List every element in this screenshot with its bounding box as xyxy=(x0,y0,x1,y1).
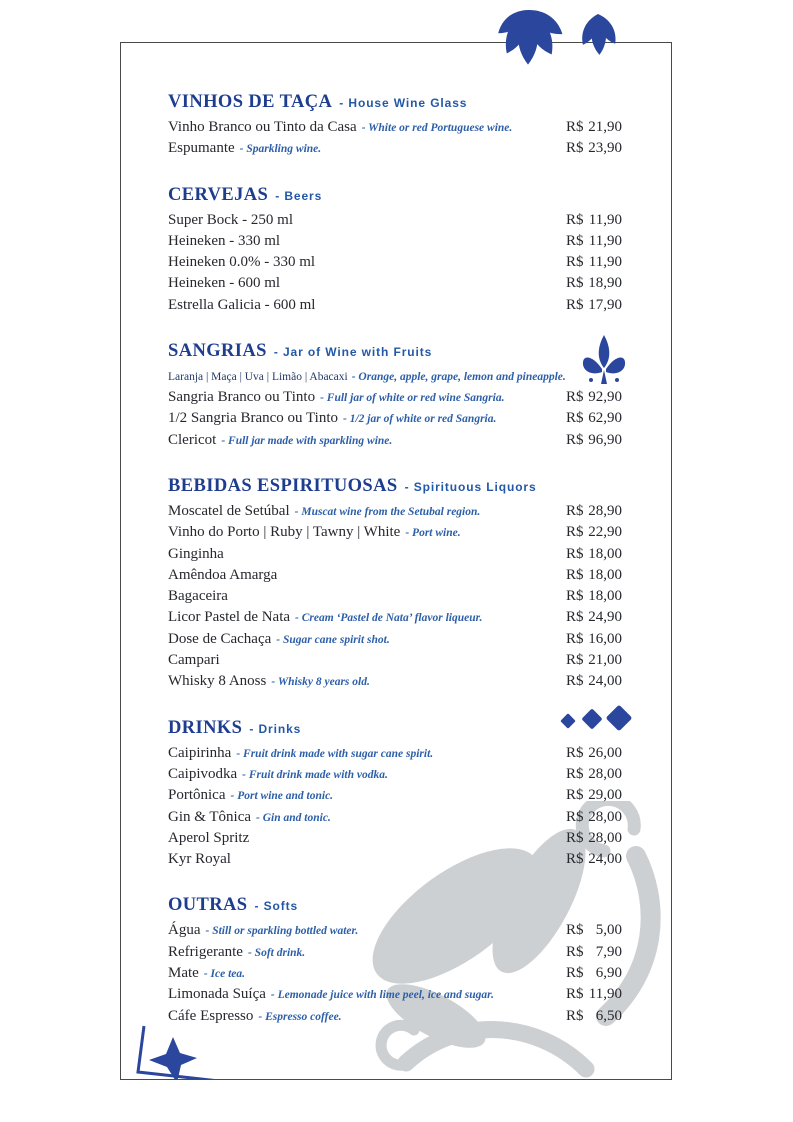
item-price xyxy=(566,673,622,690)
item-price xyxy=(566,944,622,961)
item-price xyxy=(566,275,622,292)
price-currency: R$ xyxy=(566,1007,584,1024)
price-amount: 24,90 xyxy=(588,609,622,626)
menu-section-outras xyxy=(168,892,622,1027)
item-name: Campari xyxy=(168,652,220,669)
item-name: Água xyxy=(168,922,201,939)
menu-item-row xyxy=(168,409,622,430)
menu-item-row xyxy=(168,388,622,409)
item-name: Bagaceira xyxy=(168,588,228,605)
item-description: - Full jar of white or red wine Sangria. xyxy=(320,392,505,405)
item-name: Whisky 8 Anoss xyxy=(168,673,267,690)
price-currency: R$ xyxy=(566,566,584,583)
item-price xyxy=(566,546,622,563)
menu-item-row xyxy=(168,829,622,850)
section-items xyxy=(168,502,622,694)
menu-section-sangrias xyxy=(168,338,622,452)
item-description: - Fruit drink made with vodka. xyxy=(242,768,388,781)
section-note xyxy=(168,367,622,386)
price-currency: R$ xyxy=(566,943,584,960)
splash-flower-icon xyxy=(582,334,626,388)
item-name: 1/2 Sangria Branco ou Tinto xyxy=(168,410,339,427)
price-amount: 18,00 xyxy=(588,545,622,562)
price-amount: 28,00 xyxy=(588,765,622,782)
item-price xyxy=(566,986,622,1003)
tropical-leaves-icon xyxy=(466,8,638,112)
item-price xyxy=(566,830,622,847)
section-subtitle: - Jar of Wine with Fruits xyxy=(273,345,433,360)
item-description: - Whisky 8 years old. xyxy=(271,676,370,689)
section-title: CERVEJAS xyxy=(168,184,269,205)
menu-section-cervejas xyxy=(168,182,622,317)
item-description: - Gin and tonic. xyxy=(256,811,331,824)
menu-item-label xyxy=(168,587,566,605)
price-amount: 92,90 xyxy=(588,389,622,406)
item-price xyxy=(566,567,622,584)
section-items xyxy=(168,744,622,872)
menu-page xyxy=(120,42,672,1080)
menu-item-label xyxy=(168,964,566,982)
price-currency: R$ xyxy=(566,744,584,761)
section-title: VINHOS DE TAÇA xyxy=(168,92,333,112)
menu-item-label xyxy=(168,211,566,229)
section-header xyxy=(168,473,622,498)
item-description: - Ice tea. xyxy=(203,968,246,981)
price-currency: R$ xyxy=(566,232,584,249)
price-currency: R$ xyxy=(566,545,584,562)
price-amount: 7,90 xyxy=(595,943,622,960)
price-amount: 16,00 xyxy=(588,630,622,647)
section-note-pt: Laranja | Maça | Uva | Limão | Abacaxi xyxy=(168,371,348,384)
menu-item-row xyxy=(168,985,622,1006)
section-items xyxy=(168,921,622,1027)
item-name: Limonada Suíça xyxy=(168,986,266,1003)
section-items xyxy=(168,388,622,452)
price-currency: R$ xyxy=(566,673,584,690)
menu-item-row xyxy=(168,744,622,765)
price-currency: R$ xyxy=(566,765,584,782)
price-amount: 18,90 xyxy=(588,275,622,292)
price-amount: 11,90 xyxy=(588,211,622,228)
price-currency: R$ xyxy=(566,211,584,228)
item-name: Espumante xyxy=(168,140,235,157)
section-header xyxy=(168,182,622,207)
price-currency: R$ xyxy=(566,965,584,982)
price-currency: R$ xyxy=(566,808,584,825)
section-items xyxy=(168,118,622,161)
menu-item-row xyxy=(168,274,622,295)
section-header xyxy=(168,715,622,740)
menu-item-row xyxy=(168,630,622,651)
price-amount: 18,00 xyxy=(588,588,622,605)
menu-item-row xyxy=(168,765,622,786)
diamonds-icon xyxy=(556,701,634,735)
menu-item-label xyxy=(168,388,566,406)
price-currency: R$ xyxy=(566,119,584,135)
menu-item-row xyxy=(168,502,622,523)
item-description: - Port wine and tonic. xyxy=(230,790,334,803)
menu-item-label xyxy=(168,608,566,626)
section-note-en: - Orange, apple, grape, lemon and pineapple. xyxy=(351,371,566,384)
menu-item-row xyxy=(168,545,622,566)
item-price xyxy=(566,254,622,271)
section-subtitle: - Beers xyxy=(275,188,323,203)
item-description: - Port wine. xyxy=(405,527,461,540)
item-description: - White or red Portuguese wine. xyxy=(361,122,513,134)
price-amount: 24,00 xyxy=(588,851,622,868)
price-amount: 24,00 xyxy=(588,673,622,690)
price-currency: R$ xyxy=(566,588,584,605)
price-currency: R$ xyxy=(566,389,584,406)
item-price xyxy=(566,432,622,449)
item-name: Portônica xyxy=(168,787,226,804)
menu-item-label xyxy=(168,808,566,826)
menu-item-label xyxy=(168,786,566,804)
price-amount: 17,90 xyxy=(588,296,622,313)
item-name: Cáfe Espresso xyxy=(168,1007,254,1024)
price-currency: R$ xyxy=(566,652,584,669)
price-currency: R$ xyxy=(566,502,584,519)
menu-item-label xyxy=(168,630,566,648)
price-currency: R$ xyxy=(566,922,584,939)
price-currency: R$ xyxy=(566,609,584,626)
menu-item-label xyxy=(168,850,566,868)
price-currency: R$ xyxy=(566,524,584,541)
item-name: Clericot xyxy=(168,431,217,448)
price-amount: 21,00 xyxy=(588,652,622,669)
section-title: DRINKS xyxy=(168,717,243,738)
item-description: - Sparkling wine. xyxy=(239,143,322,156)
item-name: Caipivodka xyxy=(168,765,238,782)
menu-item-row xyxy=(168,139,622,160)
price-currency: R$ xyxy=(566,296,584,313)
menu-item-row xyxy=(168,431,622,452)
menu-item-row xyxy=(168,523,622,544)
item-name: Amêndoa Amarga xyxy=(168,566,278,583)
item-name: Estrella Galicia - 600 ml xyxy=(168,296,316,313)
price-currency: R$ xyxy=(566,787,584,804)
menu-item-label xyxy=(168,1007,566,1025)
menu-item-label xyxy=(168,566,566,584)
item-price xyxy=(566,1008,622,1025)
item-price xyxy=(566,922,622,939)
item-name: Caipirinha xyxy=(168,744,232,761)
item-price xyxy=(566,140,622,157)
price-currency: R$ xyxy=(566,986,584,1003)
price-amount: 11,90 xyxy=(588,254,622,271)
item-name: Dose de Cachaça xyxy=(168,630,272,647)
item-description: - Fruit drink made with sugar cane spirit. xyxy=(236,747,434,760)
menu-item-row xyxy=(168,651,622,672)
menu-item-label xyxy=(168,118,566,136)
item-description: - Soft drink. xyxy=(247,946,306,959)
price-amount: 6,90 xyxy=(595,965,622,982)
section-header xyxy=(168,892,622,917)
item-description: - Still or sparkling bottled water. xyxy=(205,925,359,938)
item-price xyxy=(566,524,622,541)
item-price xyxy=(566,631,622,648)
menu-item-label xyxy=(168,744,566,762)
section-items xyxy=(168,211,622,317)
item-price xyxy=(566,503,622,520)
item-name: Licor Pastel de Nata xyxy=(168,609,291,626)
section-subtitle: - Drinks xyxy=(249,721,302,736)
section-title: OUTRAS xyxy=(168,895,248,916)
menu-item-label xyxy=(168,921,566,939)
price-amount: 21,90 xyxy=(588,119,622,135)
item-price xyxy=(566,389,622,406)
price-amount: 96,90 xyxy=(588,431,622,448)
corner-splash-icon xyxy=(133,1025,245,1080)
item-price xyxy=(566,787,622,804)
menu-item-row xyxy=(168,211,622,232)
price-amount: 22,90 xyxy=(588,524,622,541)
menu-item-row xyxy=(168,850,622,871)
item-name: Moscatel de Setúbal xyxy=(168,502,290,519)
item-name: Refrigerante xyxy=(168,943,243,960)
price-currency: R$ xyxy=(566,829,584,846)
item-name: Super Bock - 250 ml xyxy=(168,211,293,228)
price-amount: 26,00 xyxy=(588,744,622,761)
price-currency: R$ xyxy=(566,254,584,271)
menu-item-label xyxy=(168,672,566,690)
price-currency: R$ xyxy=(566,410,584,427)
menu-item-label xyxy=(168,274,566,292)
item-name: Sangria Branco ou Tinto xyxy=(168,389,316,406)
item-price xyxy=(566,297,622,314)
item-description: - Espresso coffee. xyxy=(258,1010,342,1023)
item-description: - Sugar cane spirit shot. xyxy=(276,633,390,646)
price-currency: R$ xyxy=(566,851,584,868)
price-amount: 28,90 xyxy=(588,502,622,519)
menu-item-row xyxy=(168,786,622,807)
item-price xyxy=(566,233,622,250)
item-name: Heineken - 600 ml xyxy=(168,275,281,292)
price-currency: R$ xyxy=(566,140,584,157)
menu-item-row xyxy=(168,964,622,985)
item-name: Vinho do Porto | Ruby | Tawny | White xyxy=(168,524,401,541)
menu-item-label xyxy=(168,829,566,847)
item-description: - Lemonade juice with lime peel, ice and sugar. xyxy=(270,989,494,1002)
item-price xyxy=(566,588,622,605)
item-price xyxy=(566,212,622,229)
item-price xyxy=(566,410,622,427)
menu-section-bebidas-espirituosas xyxy=(168,473,622,694)
item-name: Mate xyxy=(168,965,199,982)
menu-item-label xyxy=(168,943,566,961)
price-amount: 23,90 xyxy=(588,140,622,157)
item-name: Gin & Tônica xyxy=(168,808,252,825)
item-description: - Muscat wine from the Setubal region. xyxy=(294,505,481,518)
section-subtitle: - Spirituous Liquors xyxy=(404,479,537,494)
menu-item-label xyxy=(168,545,566,563)
item-description: - 1/2 jar of white or red Sangria. xyxy=(343,413,497,426)
item-price xyxy=(566,119,622,136)
item-price xyxy=(566,965,622,982)
menu-item-row xyxy=(168,943,622,964)
item-price xyxy=(566,652,622,669)
price-currency: R$ xyxy=(566,630,584,647)
section-subtitle: - Softs xyxy=(254,899,299,914)
menu-item-label xyxy=(168,765,566,783)
item-name: Heineken 0.0% - 330 ml xyxy=(168,254,316,271)
price-currency: R$ xyxy=(566,275,584,292)
item-name: Aperol Spritz xyxy=(168,829,250,846)
price-amount: 29,00 xyxy=(588,787,622,804)
section-subtitle: - House Wine Glass xyxy=(339,96,468,110)
section-title: BEBIDAS ESPIRITUOSAS xyxy=(168,475,398,496)
item-price xyxy=(566,809,622,826)
menu-item-label xyxy=(168,296,566,314)
price-currency: R$ xyxy=(566,431,584,448)
menu-item-label xyxy=(168,651,566,669)
item-name: Heineken - 330 ml xyxy=(168,232,281,249)
item-name: Ginginha xyxy=(168,545,224,562)
menu-content xyxy=(121,43,671,1028)
price-amount: 11,90 xyxy=(588,986,622,1003)
price-amount: 28,00 xyxy=(588,808,622,825)
price-amount: 6,50 xyxy=(595,1007,622,1024)
menu-item-row xyxy=(168,921,622,942)
menu-item-row xyxy=(168,296,622,317)
price-amount: 62,90 xyxy=(588,410,622,427)
menu-section-drinks xyxy=(168,715,622,872)
menu-item-row xyxy=(168,232,622,253)
menu-item-label xyxy=(168,523,566,541)
menu-item-row xyxy=(168,253,622,274)
price-amount: 5,00 xyxy=(595,922,622,939)
item-price xyxy=(566,609,622,626)
item-description: - Cream ‘Pastel de Nata’ flavor liqueur. xyxy=(295,612,483,625)
menu-item-row xyxy=(168,118,622,139)
section-title: SANGRIAS xyxy=(168,341,267,362)
menu-item-label xyxy=(168,232,566,250)
menu-item-row xyxy=(168,808,622,829)
price-amount: 28,00 xyxy=(588,829,622,846)
item-name: Kyr Royal xyxy=(168,851,231,868)
item-price xyxy=(566,766,622,783)
menu-item-label xyxy=(168,139,566,157)
price-amount: 11,90 xyxy=(588,232,622,249)
menu-item-label xyxy=(168,985,566,1003)
item-name: Vinho Branco ou Tinto da Casa xyxy=(168,119,357,135)
menu-item-row xyxy=(168,566,622,587)
section-header xyxy=(168,338,622,363)
item-description: - Full jar made with sparkling wine. xyxy=(221,434,393,447)
item-price xyxy=(566,851,622,868)
price-amount: 18,00 xyxy=(588,566,622,583)
menu-item-label xyxy=(168,502,566,520)
menu-item-row xyxy=(168,608,622,629)
menu-item-label xyxy=(168,409,566,427)
menu-item-row xyxy=(168,587,622,608)
item-price xyxy=(566,745,622,762)
menu-item-label xyxy=(168,431,566,449)
menu-item-row xyxy=(168,672,622,693)
menu-item-label xyxy=(168,253,566,271)
